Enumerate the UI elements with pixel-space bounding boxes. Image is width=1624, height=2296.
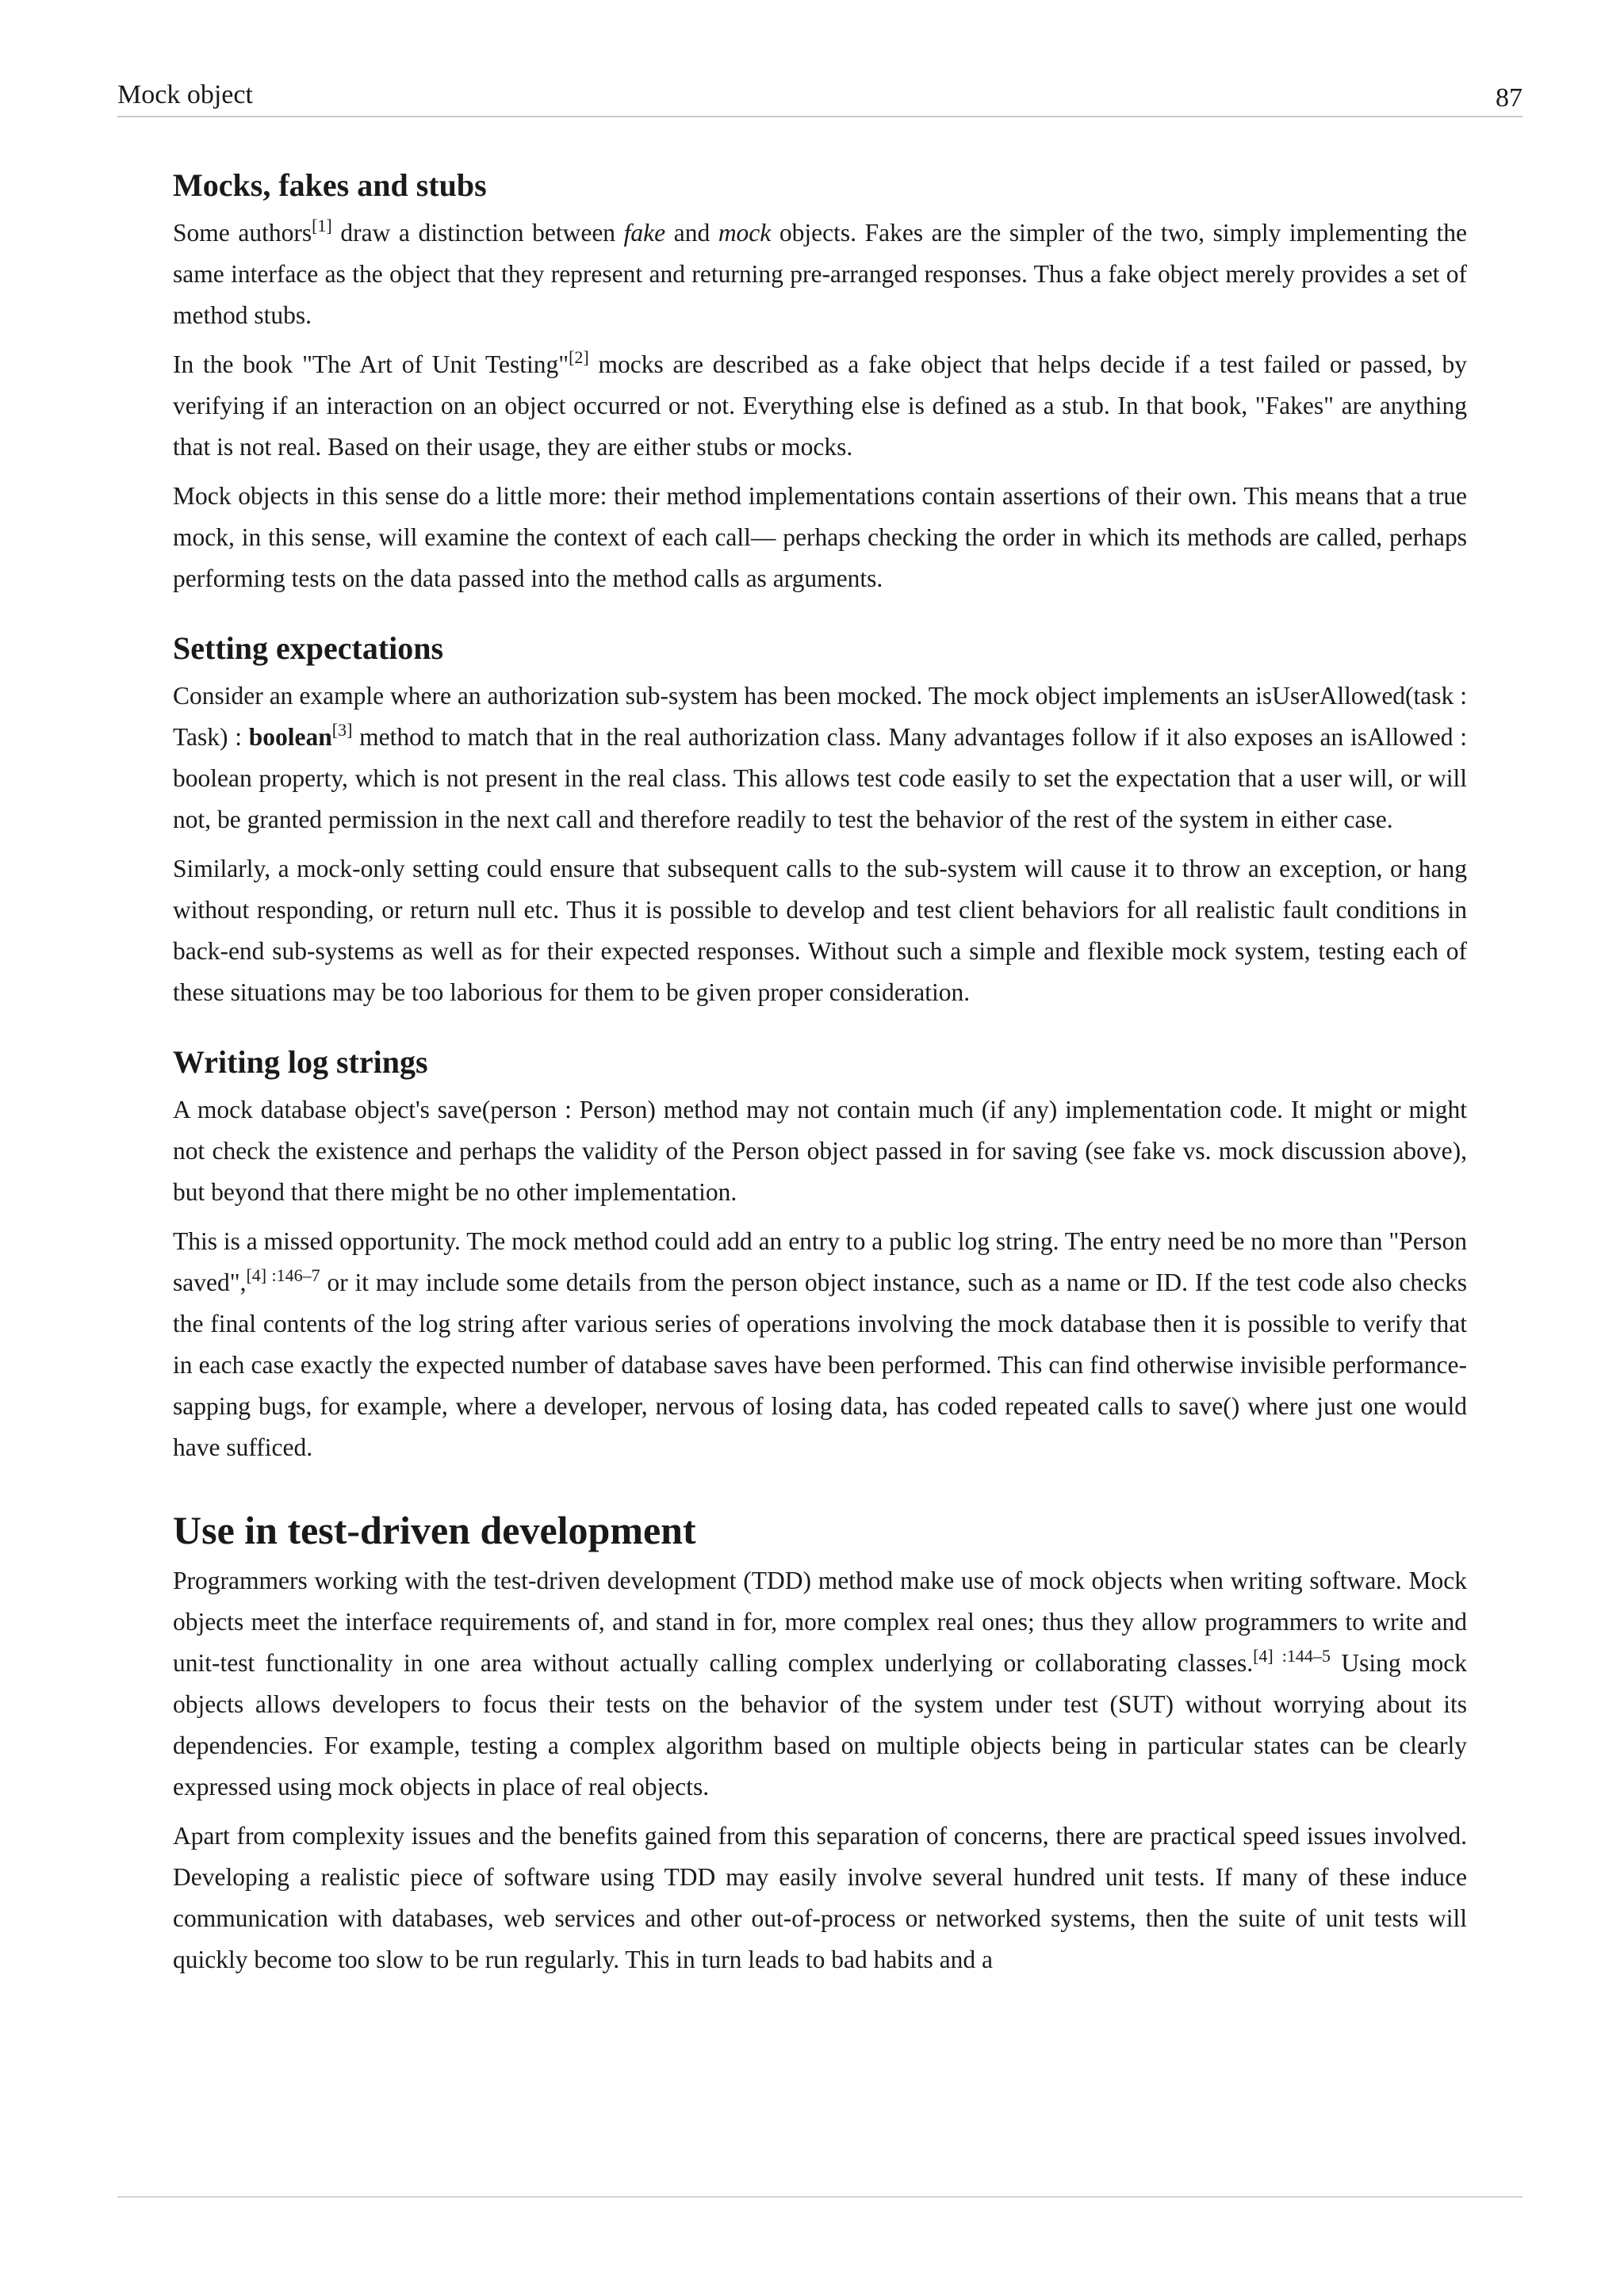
running-title: Mock object: [117, 80, 253, 109]
paragraph: Apart from complexity issues and the benefits gained from this separation of concerns, there are practical speed issues involved. Developing a realistic piece of software using TDD may easily involve several hundred unit tests. If many of these induce communication with databases, web services and other out-of-process or networked systems, then the suite of unit tests will quickly become too slow to be run regularly. This in turn leads to bad habits and a: [173, 1822, 1467, 1973]
paragraph: Consider an example where an authorization sub-system has been mocked. The mock object implements an isUserAllowed(task : Task) : boolean[3] method to match that in the real authorization class. Many advantages follow if it also exposes an isAllowed : boolean property, which is not present in the real class. This allows test code easily to set the expectation that a user will, or will not, be granted permission in the next call and therefore readily to test the behavior of the rest of the system in either case.: [173, 682, 1467, 833]
heading-writing-log-strings: Writing log strings: [173, 1044, 428, 1080]
emphasis-mock: mock: [718, 219, 772, 247]
page-header: [117, 78, 1522, 117]
page-number: 87: [1496, 83, 1522, 113]
paragraph: Mock objects in this sense do a little more: their method implementations contain assertions of their own. This means that a true mock, in this sense, will examine the context of each call— perhaps checking the order in which its methods are called, perhaps performing tests on the data passed into the method calls as arguments.: [173, 482, 1467, 592]
emphasis-fake: fake: [623, 219, 666, 247]
bold-boolean: boolean: [248, 723, 332, 751]
paragraph: Programmers working with the test-driven development (TDD) method make use of mock objects when writing software. Mock objects meet the interface requirements of, and stand in for, more complex real ones; thus they allow programmers to write and unit-test functionality in one area without actually calling complex underlying or collaborating classes.$^{[4] :144-5}$ Using mock objects allows developers to focus their tests on the behavior of the system under test (SUT) without worrying about its dependencies. For example, testing a complex algorithm based on multiple objects being in particular states can be clearly expressed using mock objects in place of real objects.: [173, 1567, 1468, 1800]
paragraph: This is a missed opportunity. The mock method could add an entry to a public log string. The entry need be no more than "Person saved",$^{[4] :146-7}$ or it may include some details from the person object instance, such as a name or ID. If the test code also checks the final contents of the log string after various series of operations involving the mock database then it is possible to verify that in each case exactly the expected number of database saves have been performed. This can find otherwise invisible performance-sapping bugs, for example, where a developer, nervous of losing data, has coded repeated calls to save() where just one would have sufficed.: [173, 1227, 1467, 1461]
citation-link[interactable]: [3]: [331, 720, 353, 740]
citation-link[interactable]: [4] :144–5: [1253, 1646, 1331, 1666]
paragraph: Some authors[1] draw a distinction between fake and mock objects. Fakes are the simpler of the two, simply implementing the same interface as the object that they represent and returning pre-arranged responses. Thus a fake object merely provides a set of method stubs.: [173, 216, 1467, 329]
citation-link[interactable]: [1]: [312, 216, 332, 235]
paragraph: A mock database object's save(person : Person) method may not contain much (if any) implementation code. It might or might not check the existence and perhaps the validity of the Person object passed in for saving (see fake vs. mock discussion above), but beyond that there might be no other implementation.: [173, 1096, 1467, 1206]
paragraph: In the book "The Art of Unit Testing"[2] mocks are described as a fake object that helps decide if a test failed or passed, by verifying if an interaction on an object occurred or not. Everything else is defined as a stub. In that book, "Fakes" are anything that is not real. Based on their usage, they are either stubs or mocks.: [173, 347, 1467, 461]
heading-mocks-fakes-stubs: Mocks, fakes and stubs: [173, 167, 487, 203]
footer-rule: [117, 2196, 1522, 2198]
citation-link[interactable]: [4] :146–7: [246, 1265, 320, 1285]
heading-use-in-tdd: Use in test-driven development: [173, 1508, 696, 1552]
article-body: [173, 165, 1467, 1988]
citation-link[interactable]: [2]: [569, 347, 589, 367]
heading-setting-expectations: Setting expectations: [173, 630, 444, 666]
paragraph: Similarly, a mock-only setting could ensure that subsequent calls to the sub-system will cause it to throw an exception, or hang without responding, or return null etc. Thus it is possible to develop and test client behaviors for all realistic fault conditions in back-end sub-systems as well as for their expected responses. Without such a simple and flexible mock system, testing each of these situations may be too laborious for them to be given proper consideration.: [173, 855, 1467, 1006]
